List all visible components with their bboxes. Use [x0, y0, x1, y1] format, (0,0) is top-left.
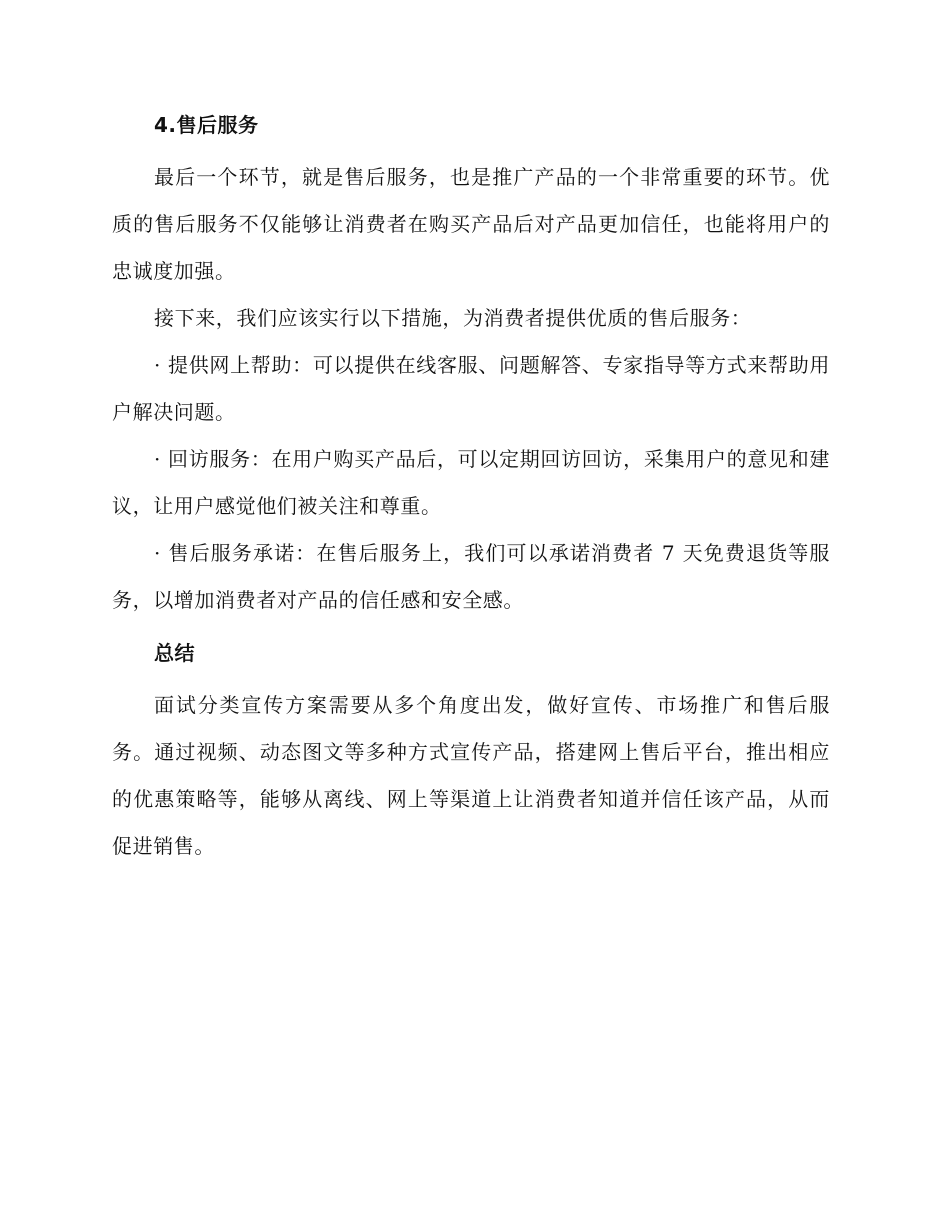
bullet-online-help: · 提供网上帮助：可以提供在线客服、问题解答、专家指导等方式来帮助用户解决问题。: [112, 353, 830, 424]
document-page: [112, 108, 830, 870]
paragraph-after-sales-intro: 最后一个环节，就是售后服务，也是推广产品的一个非常重要的环节。优质的售后服务不仅能够让消费者在购买产品后对产品更加信任，也能将用户的忠诚度加强。: [112, 165, 830, 283]
section-heading-after-sales: 4.售后服务: [154, 113, 259, 137]
bullet-service-commitment: · 售后服务承诺：在售后服务上，我们可以承诺消费者 7 天免费退货等服务，以增加消费者对产品的信任感和安全感。: [112, 541, 830, 612]
section-heading-summary: 总结: [154, 641, 195, 665]
bullet-follow-up-service: · 回访服务：在用户购买产品后，可以定期回访回访，采集用户的意见和建议，让用户感觉他们被关注和尊重。: [112, 447, 830, 518]
paragraph-measures-intro: 接下来，我们应该实行以下措施，为消费者提供优质的售后服务：: [154, 306, 752, 330]
paragraph-summary: 面试分类宣传方案需要从多个角度出发，做好宣传、市场推广和售后服务。通过视频、动态图文等多种方式宣传产品，搭建网上售后平台，推出相应的优惠策略等，能够从离线、网上等渠道上让消费者知道并信任该产品，从而促进销售。: [112, 693, 830, 858]
